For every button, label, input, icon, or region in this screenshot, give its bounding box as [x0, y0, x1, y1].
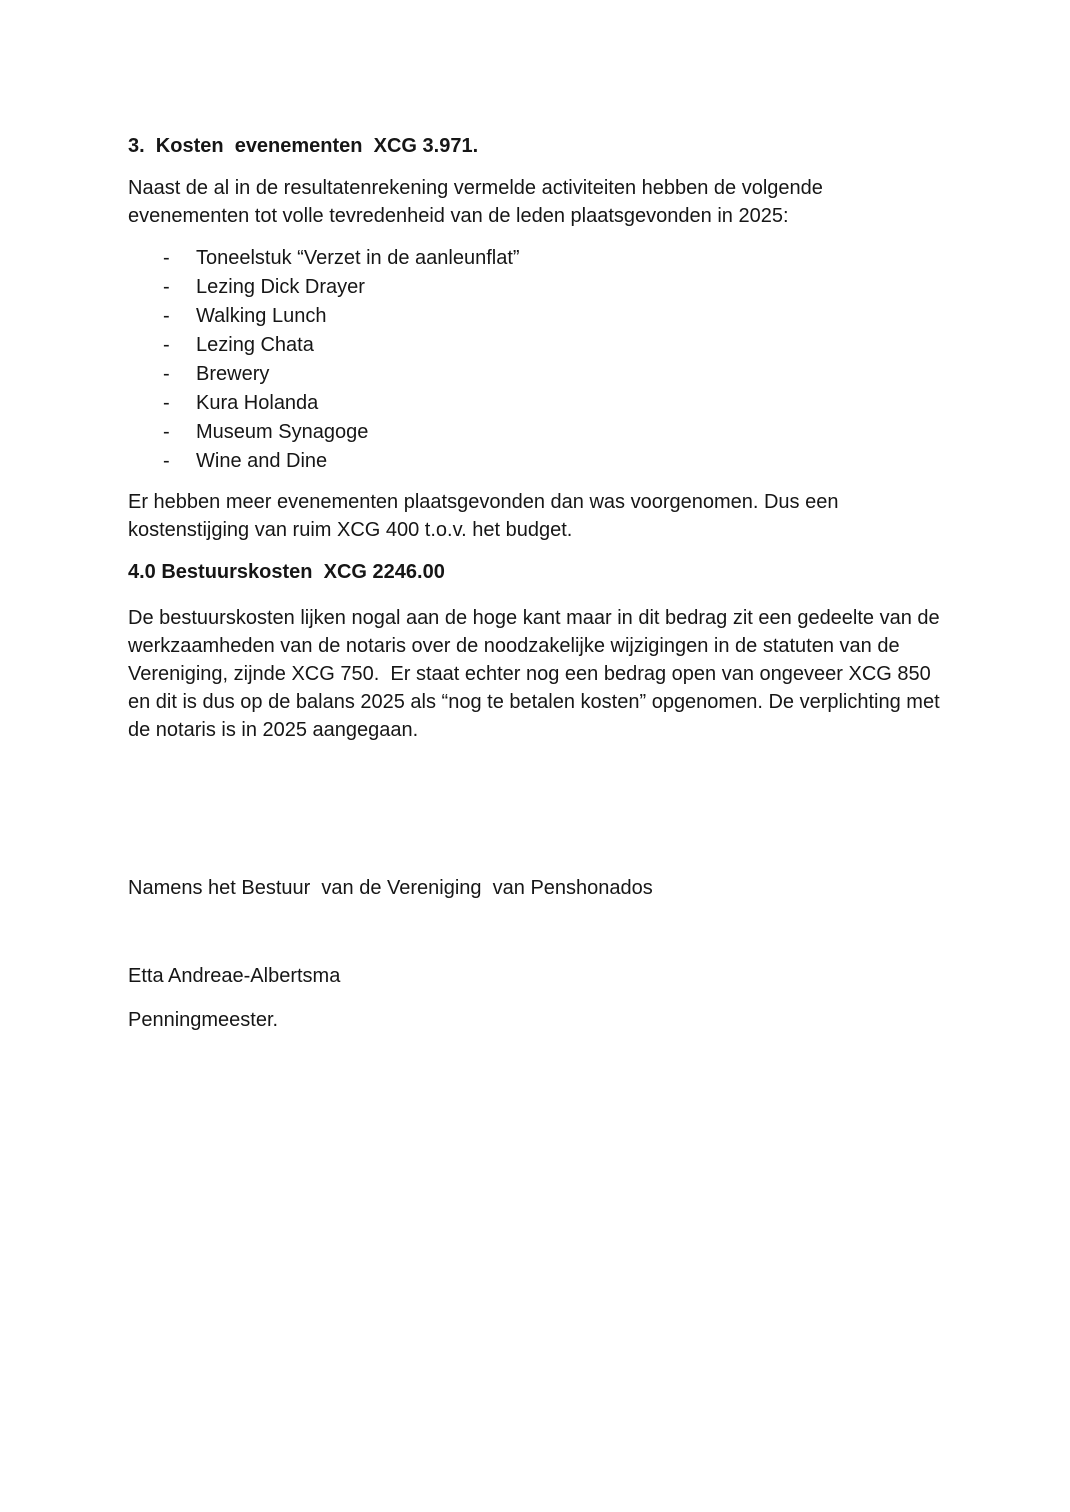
list-item-label: Toneelstuk “Verzet in de aanleunflat” — [196, 247, 520, 269]
document-content — [128, 132, 946, 1034]
list-item — [163, 447, 940, 476]
list-item — [163, 418, 940, 447]
list-marker: - — [163, 334, 170, 356]
list-item-label: Wine and Dine — [196, 450, 328, 472]
list-item — [163, 244, 940, 273]
list-item — [163, 302, 940, 331]
list-marker: - — [163, 450, 170, 472]
signature-role: Penningmeester. — [128, 1009, 279, 1031]
list-item — [163, 273, 940, 302]
list-marker: - — [163, 363, 170, 385]
list-item-label: Kura Holanda — [196, 392, 319, 414]
list-marker: - — [163, 421, 170, 443]
list-item-label: Lezing Chata — [196, 334, 314, 356]
list-item-label: Museum Synagoge — [196, 421, 369, 443]
closing-on-behalf: Namens het Bestuur van de Vereniging van Penshonados — [128, 877, 653, 899]
list-item-label: Walking Lunch — [196, 305, 327, 327]
list-item-label: Lezing Dick Drayer — [196, 276, 365, 298]
paragraph-events-intro: Naast de al in de resultatenrekening vermelde activiteiten hebben de volgende evenementen tot volle tevredenheid van de leden plaatsgevonden in 2025: — [128, 177, 829, 227]
list-item — [163, 360, 940, 389]
list-marker: - — [163, 305, 170, 327]
list-item — [163, 389, 940, 418]
list-marker: - — [163, 276, 170, 298]
events-list — [128, 244, 940, 476]
paragraph-events-note: Er hebben meer evenementen plaatsgevonden dan was voorgenomen. Dus een kostenstijging van ruim XCG 400 t.o.v. het budget. — [128, 491, 845, 541]
signature-name: Etta Andreae-Albertsma — [128, 965, 341, 987]
list-item — [163, 331, 940, 360]
heading-bestuurskosten: 4.0 Bestuurskosten XCG 2246.00 — [128, 561, 445, 583]
list-item-label: Brewery — [196, 363, 270, 385]
list-marker: - — [163, 392, 170, 414]
list-marker: - — [163, 247, 170, 269]
heading-kosten-evenementen: 3. Kosten evenementen XCG 3.971. — [128, 135, 479, 157]
paragraph-bestuurskosten: De bestuurskosten lijken nogal aan de hoge kant maar in dit bedrag zit een gedeelte van de werkzaamheden van de notaris over de noodzakelijke wijzigingen in de statuten van de Vereniging, zijnde XCG 750. Er staat echter nog een bedrag open van ongeveer XCG 850 en dit is dus op de balans 2025 als “nog te betalen kosten” opgenomen. De verplichting met de notaris is in 2025 aangegaan. — [128, 607, 946, 741]
